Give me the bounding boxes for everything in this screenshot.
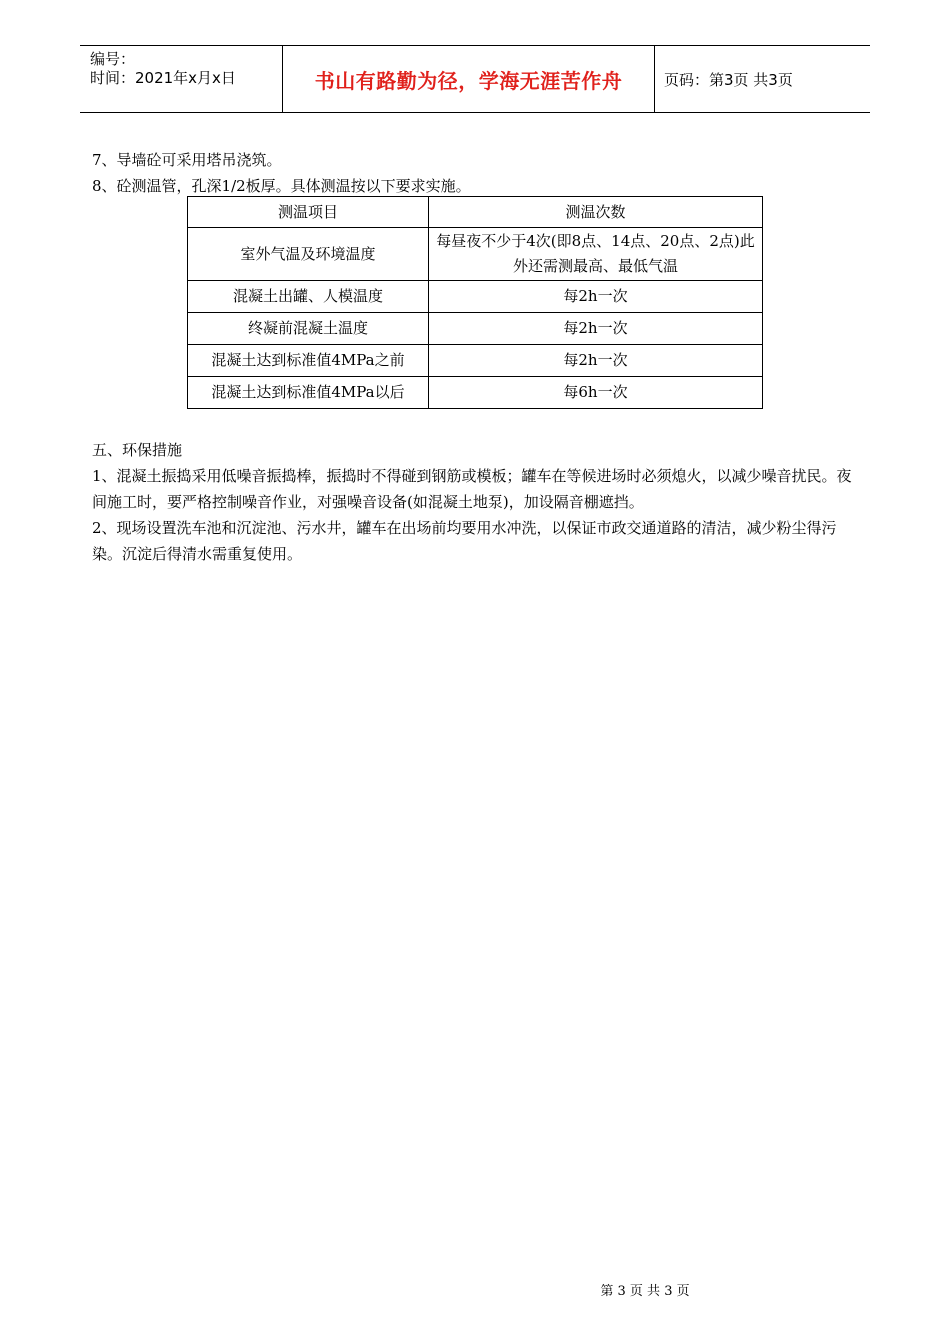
table-row — [188, 313, 763, 345]
items-list — [92, 147, 862, 199]
table-cell-freq: 每昼夜不少于4次(即8点、14点、20点、2点)此外还需测最高、最低气温 — [429, 228, 763, 281]
table-header-item: 测温项目 — [188, 197, 429, 228]
table-cell-item: 终凝前混凝土温度 — [188, 313, 429, 345]
table-row — [188, 228, 763, 281]
table-row — [188, 377, 763, 409]
section-title: 五、环保措施 — [92, 441, 183, 459]
page-header — [80, 45, 870, 113]
table-cell-item: 混凝土达到标准值4MPa之前 — [188, 345, 429, 377]
item-7: 7、导墙砼可采用塔吊浇筑。 — [92, 151, 282, 169]
table-cell-freq: 每6h一次 — [429, 377, 763, 409]
number-label: 编号： — [90, 50, 136, 68]
table-cell-item: 室外气温及环境温度 — [188, 228, 429, 281]
table-cell-item: 混凝土达到标准值4MPa以后 — [188, 377, 429, 409]
header-motto: 书山有路勤为径，学海无涯苦作舟 — [282, 46, 655, 112]
date-label: 时间：2021年x月x日 — [90, 69, 236, 87]
table-row — [188, 345, 763, 377]
item-8: 8、砼测温管，孔深1/2板厚。具体测温按以下要求实施。 — [92, 177, 471, 195]
section-paragraph-2: 2、现场设置洗车池和沉淀池、污水井，罐车在出场前均要用水冲洗，以保证市政交通道路的清洁，减少粉尘得污染。沉淀后得清水需重复使用。 — [92, 519, 837, 563]
page-footer: 第 3 页 共 3 页 — [600, 1284, 690, 1299]
table-header-row — [188, 197, 763, 228]
section-environmental — [92, 437, 862, 567]
section-paragraph-1: 1、混凝土振捣采用低噪音振捣棒，振捣时不得碰到钢筋或模板；罐车在等候进场时必须熄火，以减少噪音扰民。夜间施工时，要严格控制噪音作业，对强噪音设备(如混凝土地泵)，加设隔音棚遮挡。 — [92, 467, 852, 511]
table-header-freq: 测温次数 — [429, 197, 763, 228]
temperature-table — [187, 196, 763, 409]
table-cell-freq: 每2h一次 — [429, 345, 763, 377]
table-row — [188, 281, 763, 313]
table-cell-item: 混凝土出罐、人模温度 — [188, 281, 429, 313]
table-cell-freq: 每2h一次 — [429, 281, 763, 313]
table-cell-freq: 每2h一次 — [429, 313, 763, 345]
header-left — [80, 46, 282, 112]
header-page-label: 页码：第3页 共3页 — [664, 70, 793, 89]
